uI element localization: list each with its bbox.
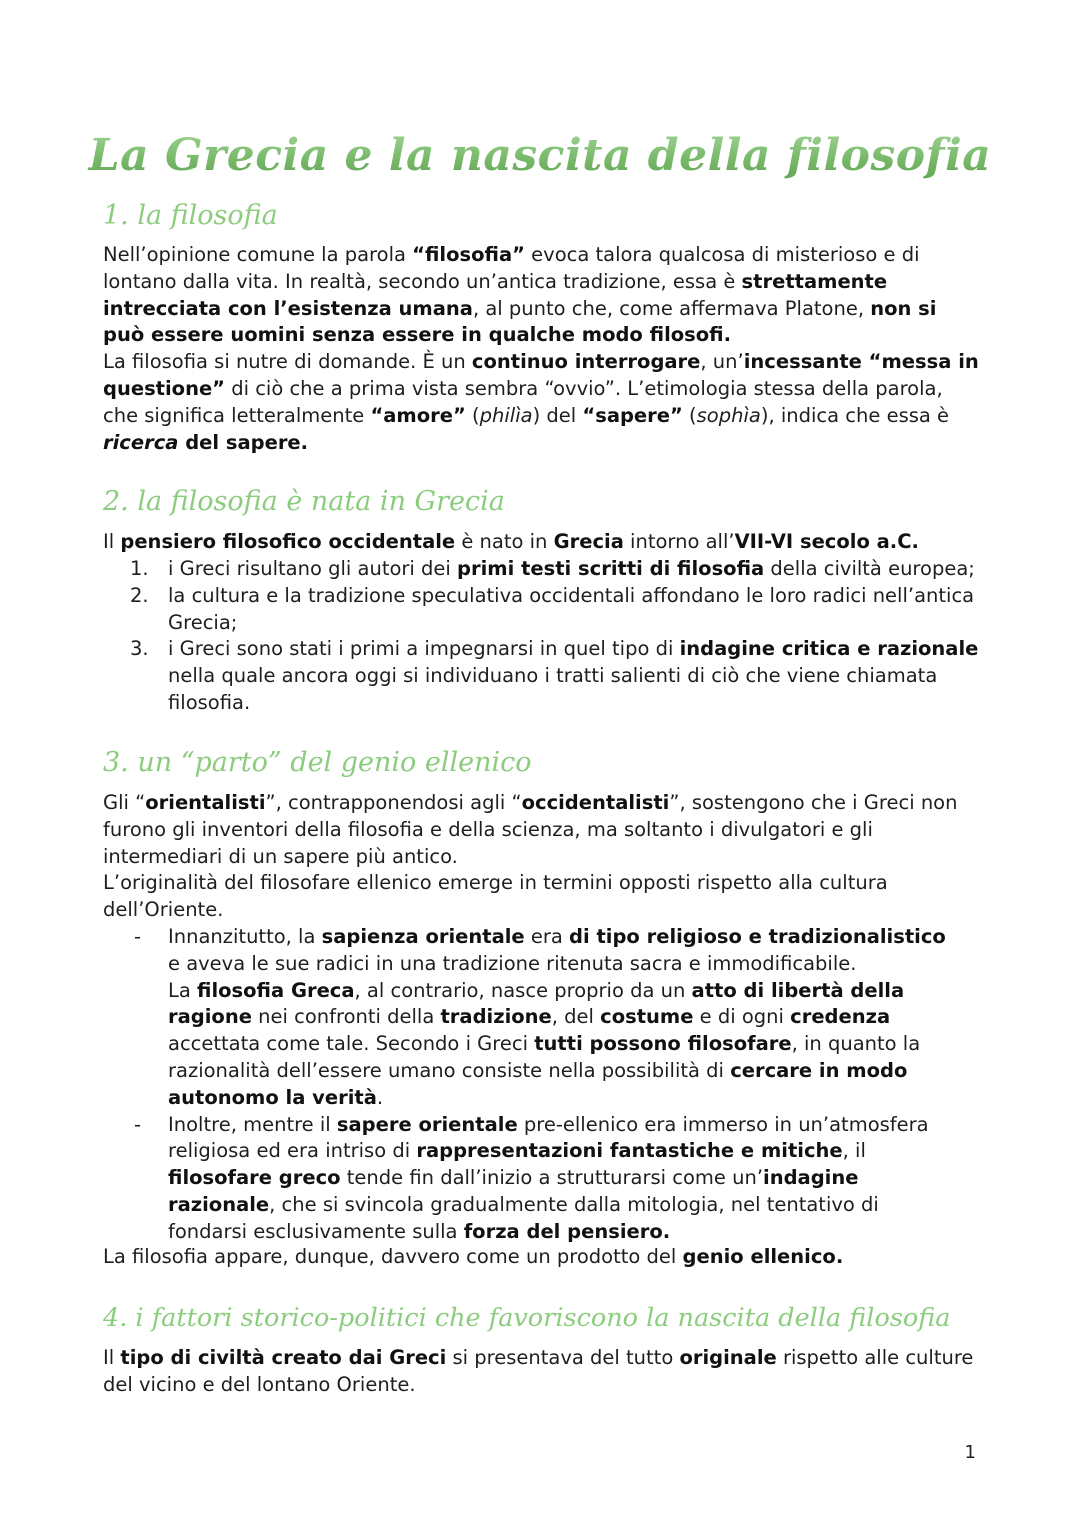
section-heading-3: 3. un “parto” del genio ellenico (103, 747, 532, 778)
list-item: - Inoltre, mentre il sapere orientale pre-ellenico era immerso in un’atmosfera religiosa ed era intriso di rappresentazioni fantastiche e mitiche, il filosofare greco tende fin dall’inizio a strutturarsi come un’indagine razionale, che si svincola gradualmente dalla mitologia, nel tentativo di fondarsi esclusivamente sulla forza del pensiero. (134, 1112, 929, 1243)
list-item: - Innanzitutto, la sapienza orientale era di tipo religioso e tradizionalistico e aveva le sue radici in una tradizione ritenuta sacra e immodificabile. La filosofia Greca, al contrario, nasce proprio da un atto di libertà della ragione nei confronti della tradizione, del costume e di ogni credenza accettata come tale. Secondo i Greci tutti possono filosofare, in quanto la razionalità dell’essere umano consiste nella possibilità di cercare in modo autonomo la verità. (134, 925, 946, 1109)
paragraph: L’originalità del filosofare ellenico emerge in termini opposti rispetto alla cultura dell’Oriente. (103, 871, 888, 922)
paragraph: Gli “orientalisti”, contrapponendosi agli “occidentalisti”, sostengono che i Greci non furono gli inventori della filosofia e della scienza, ma soltanto i divulgatori e gli intermediari di un sapere più antico. (103, 791, 958, 868)
paragraph: La filosofia appare, dunque, davvero come un prodotto del genio ellenico. (103, 1245, 844, 1268)
paragraph: Il tipo di civiltà creato dai Greci si presentava del tutto originale rispetto alle culture del vicino e del lontano Oriente. (103, 1346, 974, 1396)
section-2-intro (103, 529, 983, 556)
section-heading-4: 4. i fattori storico-politici che favoriscono la nascita della filosofia (103, 1303, 951, 1333)
section-1-body (103, 242, 983, 456)
numbered-list (130, 556, 990, 717)
paragraph: Nell’opinione comune la parola “filosofia” evoca talora qualcosa di misterioso e di lontano dalla vita. In realtà, secondo un’antica tradizione, essa è strettamente intrecciata con l’esistenza umana, al punto che, come affermava Platone, non si può essere uomini senza essere in qualche modo filosofi. (103, 243, 937, 347)
section-4-body (103, 1345, 983, 1399)
section-heading-2: 2. la filosofia è nata in Grecia (103, 486, 505, 517)
section-3-body (103, 790, 983, 924)
paragraph: Il pensiero filosofico occidentale è nato in Grecia intorno all’VII-VI secolo a.C. (103, 530, 919, 553)
page-number: 1 (964, 1442, 976, 1463)
section-heading-1: 1. la filosofia (103, 200, 278, 231)
list-item: 3. i Greci sono stati i primi a impegnarsi in quel tipo di indagine critica e razionale nella quale ancora oggi si individuano i tratti salienti di ciò che viene chiamata filosofia. (130, 637, 979, 714)
paragraph: La filosofia si nutre di domande. È un continuo interrogare, un’incessante “messa in questione” di ciò che a prima vista sembra “ovvio”. L’etimologia stessa della parola, che significa letteralmente “amore” (philìa) del “sapere” (sophìa), indica che essa è ricerca del sapere. (103, 350, 979, 454)
list-item: 2. la cultura e la tradizione speculativa occidentali affondano le loro radici nell’antica Grecia; (130, 583, 975, 634)
page-title: La Grecia e la nascita della filosofia (0, 126, 1080, 186)
list-item: 1. i Greci risultano gli autori dei primi testi scritti di filosofia della civiltà europea; (130, 557, 975, 580)
bullet-list (130, 924, 960, 1246)
section-3-closing (103, 1244, 983, 1271)
